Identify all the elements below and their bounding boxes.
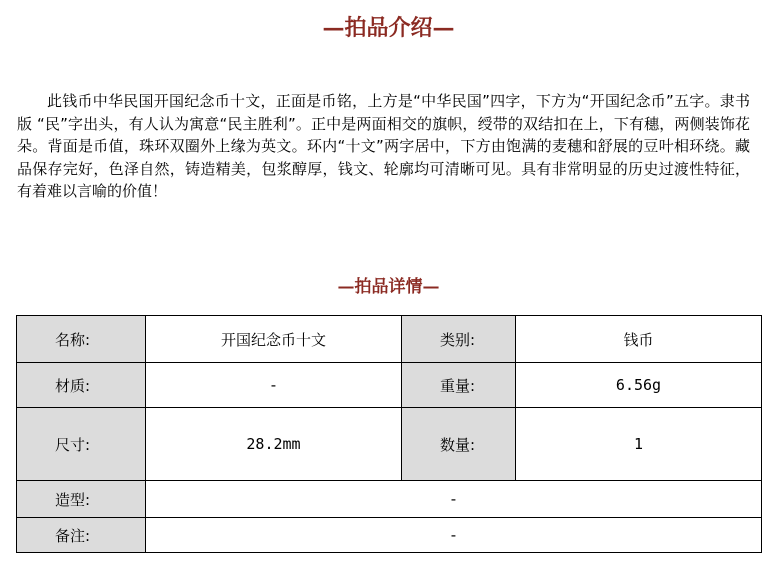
remark-label: 备注:	[17, 518, 146, 553]
weight-label: 重量:	[402, 363, 516, 408]
table-row-size	[17, 408, 762, 481]
material-value: -	[146, 363, 402, 408]
intro-description: 此钱币中华民国开国纪念币十文，正面是币铭，上方是“中华民国”四字，下方为“开国纪念币”五字。隶书版 “民”字出头，有人认为寓意“民主胜利”。正中是两面相交的旗帜，绶带的双结扣在上，下有穗，两侧装饰花朵。背面是币值，珠环双圈外上缘为英文。环内“十文”两字居中，下方由饱满的麦穗和舒展的豆叶相环绕。藏品保存完好，色泽自然，铸造精美，包浆醇厚，钱文、轮廓均可清晰可见。具有非常明显的历史过渡性特征，有着难以言喻的价值！	[17, 92, 750, 200]
shape-label: 造型:	[17, 481, 146, 518]
details-section-title: —拍品详情—	[337, 277, 440, 297]
size-value: 28.2mm	[146, 408, 402, 481]
weight-value: 6.56g	[516, 363, 762, 408]
shape-value: -	[146, 481, 762, 518]
material-label: 材质:	[17, 363, 146, 408]
table-row-name	[17, 316, 762, 363]
details-table	[16, 315, 762, 553]
category-value: 钱币	[516, 316, 762, 363]
table-row-shape	[17, 481, 762, 518]
table-row-remark	[17, 518, 762, 553]
size-label: 尺寸:	[17, 408, 146, 481]
name-label: 名称:	[17, 316, 146, 363]
category-label: 类别:	[402, 316, 516, 363]
intro-section-title: —拍品介绍—	[322, 15, 455, 41]
name-value: 开国纪念币十文	[146, 316, 402, 363]
table-row-material	[17, 363, 762, 408]
remark-value: -	[146, 518, 762, 553]
quantity-value: 1	[516, 408, 762, 481]
quantity-label: 数量:	[402, 408, 516, 481]
